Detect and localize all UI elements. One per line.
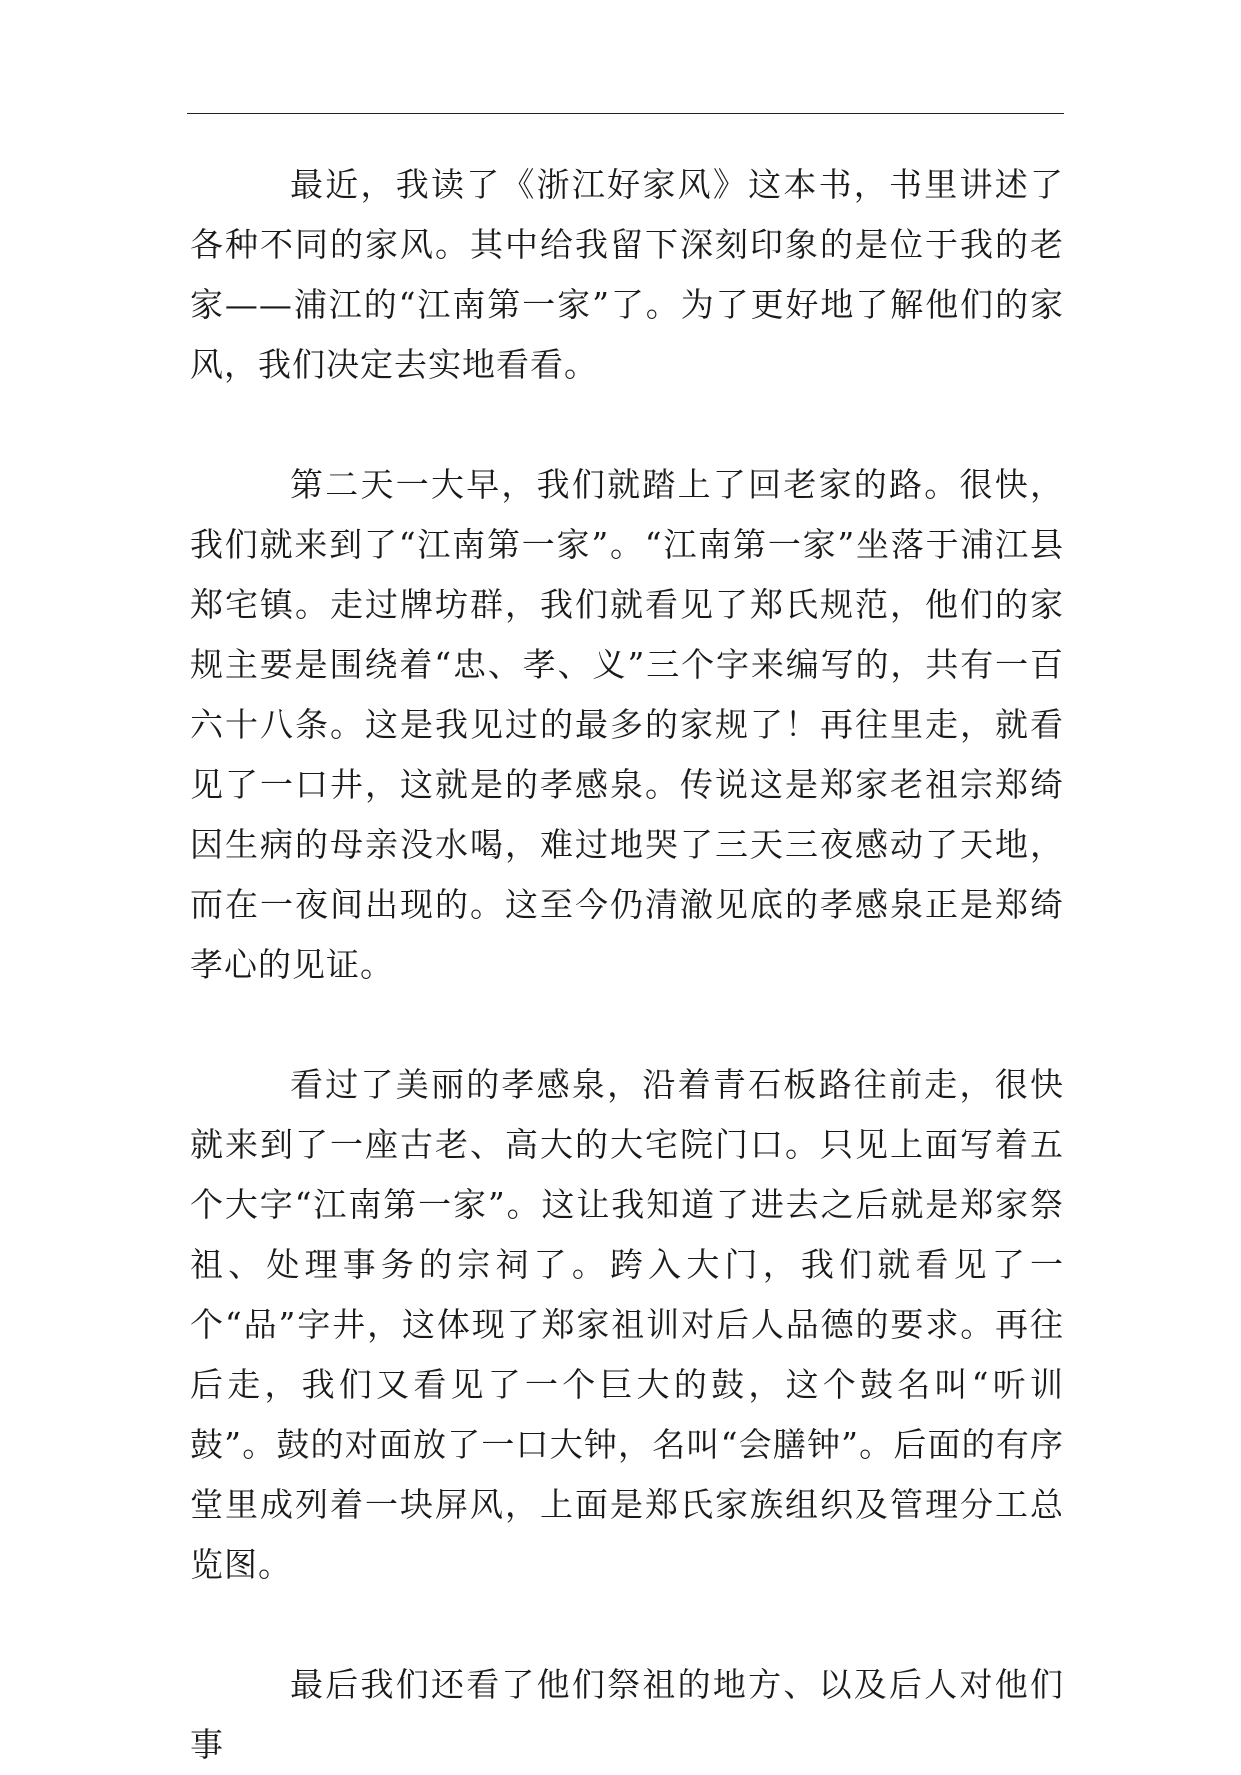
header-rule bbox=[187, 113, 1064, 114]
paragraph-1: 最近，我读了《浙江好家风》这本书，书里讲述了各种不同的家风。其中给我留下深刻印象的是位于我的老家——浦江的“江南第一家”了。为了更好地了解他们的家风，我们决定去实地看看。 bbox=[190, 165, 1064, 384]
paragraph-4: 最后我们还看了他们祭祖的地方、以及后人对他们事 bbox=[190, 1665, 1064, 1764]
document-body bbox=[190, 155, 1064, 1775]
paragraph-2: 第二天一大早，我们就踏上了回老家的路。很快，我们就来到了“江南第一家”。“江南第一家”坐落于浦江县郑宅镇。走过牌坊群，我们就看见了郑氏规范，他们的家规主要是围绕着“忠、孝、义”三个字来编写的，共有一百六十八条。这是我见过的最多的家规了！再往里走，就看见了一口井，这就是的孝感泉。传说这是郑家老祖宗郑绮因生病的母亲没水喝，难过地哭了三天三夜感动了天地，而在一夜间出现的。这至今仍清澈见底的孝感泉正是郑绮孝心的见证。 bbox=[190, 465, 1064, 984]
paragraph-3: 看过了美丽的孝感泉，沿着青石板路往前走，很快就来到了一座古老、高大的大宅院门口。只见上面写着五个大字“江南第一家”。这让我知道了进去之后就是郑家祭祖、处理事务的宗祠了。跨入大门，我们就看见了一个“品”字井，这体现了郑家祖训对后人品德的要求。再往后走，我们又看见了一个巨大的鼓，这个鼓名叫“听训鼓”。鼓的对面放了一口大钟，名叫“会膳钟”。后面的有序堂里成列着一块屏风，上面是郑氏家族组织及管理分工总览图。 bbox=[190, 1065, 1064, 1584]
